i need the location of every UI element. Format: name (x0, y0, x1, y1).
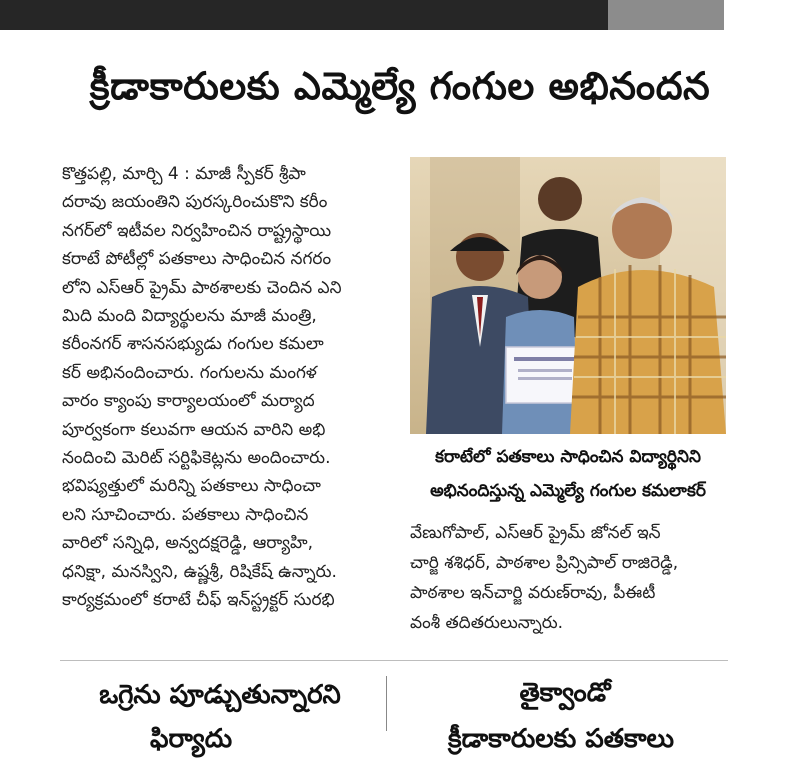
article-continuation (410, 518, 726, 638)
body-line: లని సూచించారు. పతకాలు సాధించిన (62, 504, 309, 525)
continuation-line: వేణుగోపాల్, ఎస్ఆర్ ప్రైమ్ జోనల్ ఇన్ (410, 523, 661, 543)
continuation-line: వంశీ తదితరులున్నారు. (410, 613, 564, 633)
body-line: కరీంనగర్ శాసనసభ్యుడు గంగుల కమలా (62, 334, 324, 355)
caption-line: అభినందిస్తున్న ఎమ్మెల్యే గంగుల కమలాకర్ (430, 481, 706, 501)
column-divider (386, 676, 387, 731)
body-line: కార్యక్రమంలో కరాటే చీఫ్ ఇన్‌స్ట్రక్టర్ సురభి (62, 590, 335, 611)
body-line: కొత్తపల్లి, మార్చి 4 : మాజీ స్పీకర్ శ్రీపా (62, 164, 306, 184)
body-line: కరాటే పోటీల్లో పతకాలు సాధించిన నగరం (62, 249, 332, 270)
caption-line: కరాటేలో పతకాలు సాధించిన విద్యార్థినిని (435, 447, 701, 467)
body-line: ధనిక్షా, మనస్విని, ఉష్ణశ్రీ, రిషికేష్ ఉన్నారు. (62, 561, 337, 582)
body-line: భవిష్యత్తులో మరిన్ని పతకాలు సాధించా (62, 476, 321, 497)
top-grey-bar (608, 0, 724, 30)
continuation-line: పాఠశాల ఇన్‌చార్జి వరుణ్‌రావు, పీఈటీ (410, 583, 656, 603)
article-headline: క్రీడాకారులకు ఎమ్మెల్యే గంగుల అభినందన (89, 64, 711, 108)
next-story-left-partial: ఫిర్యాదు (150, 724, 233, 754)
body-line: వారిలో సన్నిధి, అన్వదక్షరెడ్డి, ఆర్యాహి, (62, 533, 313, 554)
article-photo (410, 157, 726, 434)
article-body (62, 160, 392, 615)
next-story-left-headline: ఒగ్రెను పూడ్చుతున్నారని (99, 680, 341, 710)
body-line: నందించి మెరిట్ సర్టిఫికెట్లను అందించారు. (62, 448, 331, 469)
body-line: లోని ఎస్ఆర్ ప్రైమ్ పాఠశాలకు చెందిన ఎని (62, 277, 342, 298)
body-line: పూర్వకంగా కలువగా ఆయన వారిని అభి (62, 419, 326, 440)
body-line: నగర్‌లో ఇటీవల నిర్వహించిన రాష్ట్రస్థాయి (62, 220, 332, 241)
top-black-bar (0, 0, 608, 30)
continuation-line: చార్జి శశిధర్, పాఠశాల ప్రిన్సిపాల్ రాజిరెడ్డి, (410, 553, 679, 573)
body-line: వారం క్యాంపు కార్యాలయంలో మర్యాద (62, 391, 315, 412)
next-story-right-headline: తైక్వాండో (519, 678, 611, 708)
photo-caption (410, 440, 726, 508)
next-story-right-partial: క్రీడాకారులకు పతకాలు (448, 724, 674, 754)
body-line: కర్ అభినందించారు. గంగులను మంగళ (62, 362, 317, 383)
section-divider (60, 660, 728, 661)
body-line: మిది మంది విద్యార్థులను మాజీ మంత్రి, (62, 306, 317, 327)
body-line: దరావు జయంతిని పురస్కరించుకొని కరీం (62, 192, 328, 213)
